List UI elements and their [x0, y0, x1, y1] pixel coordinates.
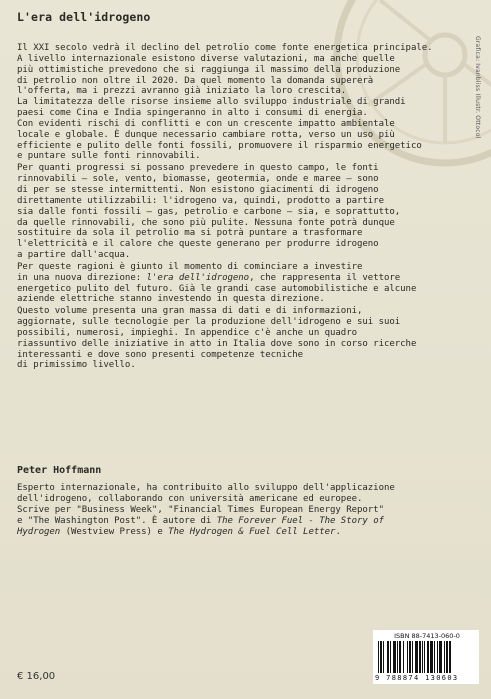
text-line: a partire dall'acqua. [17, 250, 131, 261]
book-title-italic: The Hydrogen & Fuel Cell Letter [168, 527, 336, 537]
barcode-bar [399, 641, 401, 673]
text-line: La limitatezza delle risorse insieme allo sviluppo industriale di grandi [17, 97, 406, 108]
text-line: Per queste ragioni è giunto il momento di cominciare a investire [17, 261, 363, 272]
barcode-bar [383, 641, 384, 673]
text-line: e puntare sulle fonti rinnovabili. [17, 151, 201, 162]
barcode-label [373, 630, 479, 684]
text-line: rinnovabili – sole, vento, biomasse, geotermia, onde e maree – sono [17, 174, 379, 185]
paragraph-3 [17, 261, 417, 305]
text-line: A livello internazionale esistono diverse valutazioni, ma anche quelle [17, 53, 395, 64]
text-line: efficiente e pulito delle fonti fossili, promuovere il risparmio energetico [17, 140, 422, 151]
text-segment: , che rappresenta il vettore [249, 272, 401, 283]
paragraph-4 [17, 306, 417, 371]
barcode-bar [415, 641, 418, 673]
text-segment: e "The Washington Post". È autore di [17, 516, 217, 526]
text-line: Con evidenti rischi di conflitti e con un crescente impatto ambientale [17, 118, 395, 129]
barcode-bar [393, 641, 396, 673]
barcode-bar [397, 641, 398, 673]
book-title-italic: The Forever Fuel - The Story of [216, 516, 384, 526]
book-title: L'era dell'idrogeno [17, 10, 151, 24]
text-line: Per quanti progressi si possano prevedere in questo campo, le fonti [17, 163, 379, 174]
bio-line [17, 527, 372, 538]
barcode-bar [409, 641, 411, 673]
bio-line: dell'idrogeno, collaborando con università americane ed europee. [17, 494, 363, 504]
ean-number: 9 788874 130603 [375, 674, 459, 682]
barcode-bar [434, 641, 435, 673]
isbn-text: ISBN 88-7413-060-0 [394, 632, 460, 640]
text-line: aggiornate, sulle tecnologie per la produzione dell'idrogeno e sui suoi [17, 317, 401, 328]
barcode-bar [378, 641, 379, 673]
text-line [17, 272, 401, 284]
price: € 16,00 [17, 671, 56, 682]
description-text [17, 43, 433, 372]
barcode-bar [424, 641, 425, 673]
text-line: l'offerta, ma i prezzi avranno già iniziato la loro crescita. [17, 86, 347, 97]
paragraph-1 [17, 43, 433, 162]
text-line: possibili, numerosi, impieghi. In appendice c'è anche un quadro [17, 327, 357, 338]
text-line: Questo volume presenta una gran massa di dati e di informazioni, [17, 306, 363, 317]
barcode-bar [446, 641, 448, 673]
text-line: sostituire da sola il petrolio ma si potrà puntare a trasformare [17, 228, 363, 239]
bio-line: Scrive per "Business Week", "Financial Times European Energy Report" [17, 505, 384, 515]
text-line: sia dalle fonti fossili – gas, petrolio e carbone – sia, e soprattutto, [17, 206, 401, 217]
text-line: paesi come Cina e India spingeranno in alto i consumi di energia. [17, 108, 368, 119]
barcode-bar [380, 641, 382, 673]
barcode-bar [390, 641, 391, 673]
text-line: riassuntivo delle iniziative in atto in Italia dove sono in corso ricerche [17, 338, 417, 349]
text-line: di primissimo livello. [17, 360, 136, 371]
text-line: aziende elettriche stanno investendo in questa direzione. [17, 294, 325, 305]
author-bio [17, 483, 395, 538]
barcode-bar [430, 641, 433, 673]
book-title-italic: l'era dell'idrogeno [146, 272, 250, 283]
text-line: di per se stesse intermittenti. Non esistono giacimenti di idrogeno [17, 184, 379, 195]
barcode-bar [407, 641, 408, 673]
book-title-italic: Hydrogen [17, 527, 61, 537]
barcode-bar [439, 641, 442, 673]
barcode-bar [403, 641, 404, 673]
text-line: l'elettricità e il calore che queste generano per produrre idrogeno [17, 239, 379, 250]
barcode-bars [377, 641, 477, 673]
bio-line: Esperto internazionale, ha contribuito allo sviluppo dell'applicazione [17, 483, 395, 493]
barcode-bar [419, 641, 421, 673]
paragraph-2 [17, 163, 401, 261]
text-segment: . [335, 527, 341, 537]
barcode-bar [422, 641, 423, 673]
text-line: Il XXI secolo vedrà il declino del petrolio come fonte energetica principale. [17, 43, 433, 53]
text-line: più ottimistiche prevedono che si raggiunga il massimo della produzione [17, 64, 401, 75]
bio-line [17, 516, 384, 527]
barcode-bar [444, 641, 445, 673]
author-name: Peter Hoffmann [17, 465, 102, 476]
barcode-bar [437, 641, 438, 673]
text-line: interessanti e dove sono presenti competenze tecniche [17, 349, 304, 360]
barcode-bar [427, 641, 429, 673]
text-line: locale e globale. È dunque necessario cambiare rotta, verso un uso più [17, 129, 395, 140]
text-line: da quelle rinnovabili, che sono più pulite. Nessuna fonte potrà dunque [17, 217, 395, 228]
barcode-bar [449, 641, 451, 673]
credits-vertical: Grafica: Ivanbliss Illustr. Ottocol [474, 36, 481, 139]
text-line: di petrolio non oltre il 2020. Da quel momento la domanda supererà [17, 75, 374, 86]
barcode-bar [412, 641, 413, 673]
text-segment: in una nuova direzione: [17, 272, 147, 283]
text-line: energetico pulito del futuro. Già le grandi case automobilistiche e alcune [17, 283, 417, 294]
text-line: direttamente utilizzabili: l'idrogeno va, quindi, prodotto a partire [17, 195, 384, 206]
barcode-bar [387, 641, 389, 673]
text-segment: (Westview Press) e [60, 527, 169, 537]
